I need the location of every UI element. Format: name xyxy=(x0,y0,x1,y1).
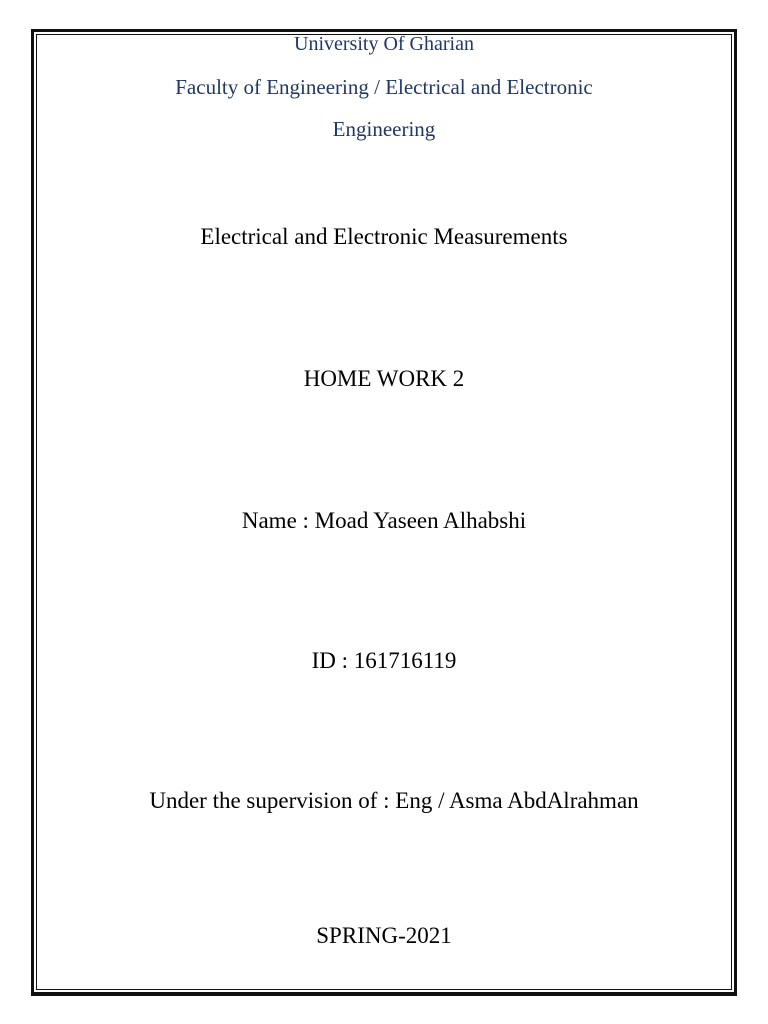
student-id: ID : 161716119 xyxy=(311,648,457,673)
department-name: Engineering xyxy=(332,117,436,141)
course-title: Electrical and Electronic Measurements xyxy=(200,224,568,249)
supervisor-line: Under the supervision of : Eng / Asma AbdAlrahman xyxy=(149,788,639,813)
faculty-name: Faculty of Engineering / Electrical and Electronic xyxy=(175,75,593,99)
semester-label: SPRING-2021 xyxy=(316,923,452,948)
student-name: Name : Moad Yaseen Alhabshi xyxy=(241,508,527,533)
page-border-bottom-rule xyxy=(31,995,737,996)
university-name: University Of Gharian xyxy=(294,33,474,55)
assignment-title: HOME WORK 2 xyxy=(303,366,465,391)
